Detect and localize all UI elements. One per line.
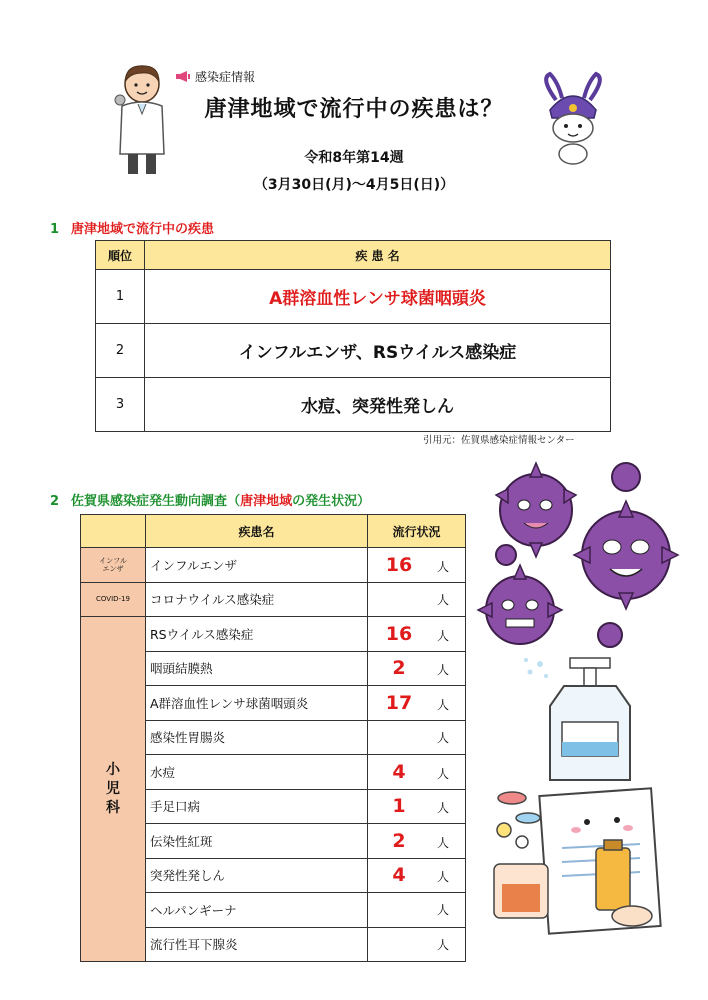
count-unit: 人 (436, 592, 449, 607)
disease-name: 流行性耳下腺炎 (146, 927, 368, 962)
count-value: 16 (385, 553, 413, 576)
count-cell (368, 927, 466, 962)
section2-paren-rest: の発生状況） (292, 494, 371, 509)
ranking-row (96, 270, 611, 324)
count-unit: 人 (436, 937, 449, 952)
section1-title: 唐津地域で流行中の疾患 (71, 222, 215, 237)
rank-cell: 1 (96, 270, 145, 324)
megaphone-icon (176, 71, 190, 82)
category-flu: インフル エンザ (81, 548, 146, 583)
count-cell (368, 686, 466, 721)
count-unit: 人 (436, 663, 449, 678)
disease-name: コロナウイルス感染症 (146, 582, 368, 617)
disease-name: A群溶血性レンサ球菌咽頭炎 (146, 686, 368, 721)
disease-name: 伝染性紅斑 (146, 824, 368, 859)
section2-title: 佐賀県感染症発生動向調査 (71, 494, 228, 509)
mascot-illustration (536, 70, 610, 168)
count-value: 2 (392, 657, 406, 680)
count-value: 1 (392, 795, 406, 818)
disease-name: インフルエンザ (146, 548, 368, 583)
count-cell (368, 824, 466, 859)
count-unit: 人 (436, 730, 449, 745)
count-cell (368, 582, 466, 617)
count-value: 4 (392, 760, 406, 783)
count-unit: 人 (436, 697, 449, 712)
col-category (81, 515, 146, 548)
disease-cell: A群溶血性レンサ球菌咽頭炎 (145, 270, 611, 324)
ranking-row (96, 378, 611, 432)
table-row (81, 548, 466, 583)
count-cell (368, 858, 466, 893)
disease-name: RSウイルス感染症 (146, 617, 368, 652)
section2-region: 唐津地域 (240, 494, 293, 509)
surveillance-table (80, 514, 466, 962)
table-row (81, 582, 466, 617)
count-value: 16 (385, 622, 413, 645)
table-row (81, 617, 466, 652)
disease-name: 突発性発しん (146, 858, 368, 893)
count-cell (368, 893, 466, 928)
count-cell (368, 651, 466, 686)
medicine-illustration (492, 778, 672, 938)
count-unit: 人 (436, 835, 449, 850)
col-status: 流行状況 (368, 515, 466, 548)
count-cell (368, 548, 466, 583)
count-cell (368, 617, 466, 652)
report-dates: （3月30日(月)〜4月5日(日)） (253, 177, 455, 193)
category-covid: COVID-19 (81, 582, 146, 617)
count-unit: 人 (436, 628, 449, 643)
disease-cell: インフルエンザ、RSウイルス感染症 (145, 324, 611, 378)
category-tag-label: 感染症情報 (195, 70, 256, 84)
sanitizer-illustration (520, 650, 640, 790)
col-disease-name: 疾 患 名 (145, 241, 611, 270)
ranking-table (95, 240, 611, 432)
category-pediatrics: 小 児 科 (81, 617, 146, 962)
col-rank: 順位 (96, 241, 145, 270)
count-cell (368, 789, 466, 824)
rank-cell: 3 (96, 378, 145, 432)
count-unit: 人 (436, 559, 449, 574)
section1-heading (50, 218, 214, 237)
section2-heading (50, 490, 370, 509)
count-value: 4 (392, 864, 406, 887)
count-value: 2 (392, 829, 406, 852)
page-title: 唐津地域で流行中の疾患は？ (204, 97, 504, 122)
category-tag (176, 68, 255, 85)
surveillance-table-header (81, 515, 466, 548)
disease-name: ヘルパンギーナ (146, 893, 368, 928)
count-cell (368, 720, 466, 755)
section2-paren-open: （ (227, 494, 241, 509)
section1-number: 1 (50, 222, 60, 237)
disease-name: 水痘 (146, 755, 368, 790)
ranking-row (96, 324, 611, 378)
virus-illustration (476, 455, 696, 675)
count-unit: 人 (436, 801, 449, 816)
disease-name: 感染性胃腸炎 (146, 720, 368, 755)
report-week: 令和8年第14週 (304, 150, 404, 166)
count-unit: 人 (436, 903, 449, 918)
disease-cell: 水痘、突発性発しん (145, 378, 611, 432)
count-value: 17 (385, 691, 413, 714)
count-cell (368, 755, 466, 790)
disease-name: 咽頭結膜熱 (146, 651, 368, 686)
count-unit: 人 (436, 870, 449, 885)
rank-cell: 2 (96, 324, 145, 378)
col-disease-name: 疾患名 (146, 515, 368, 548)
source-note: 引用元：佐賀県感染症情報センター (423, 435, 575, 446)
count-unit: 人 (436, 766, 449, 781)
disease-name: 手足口病 (146, 789, 368, 824)
ranking-table-header (96, 241, 611, 270)
section2-number: 2 (50, 494, 60, 509)
